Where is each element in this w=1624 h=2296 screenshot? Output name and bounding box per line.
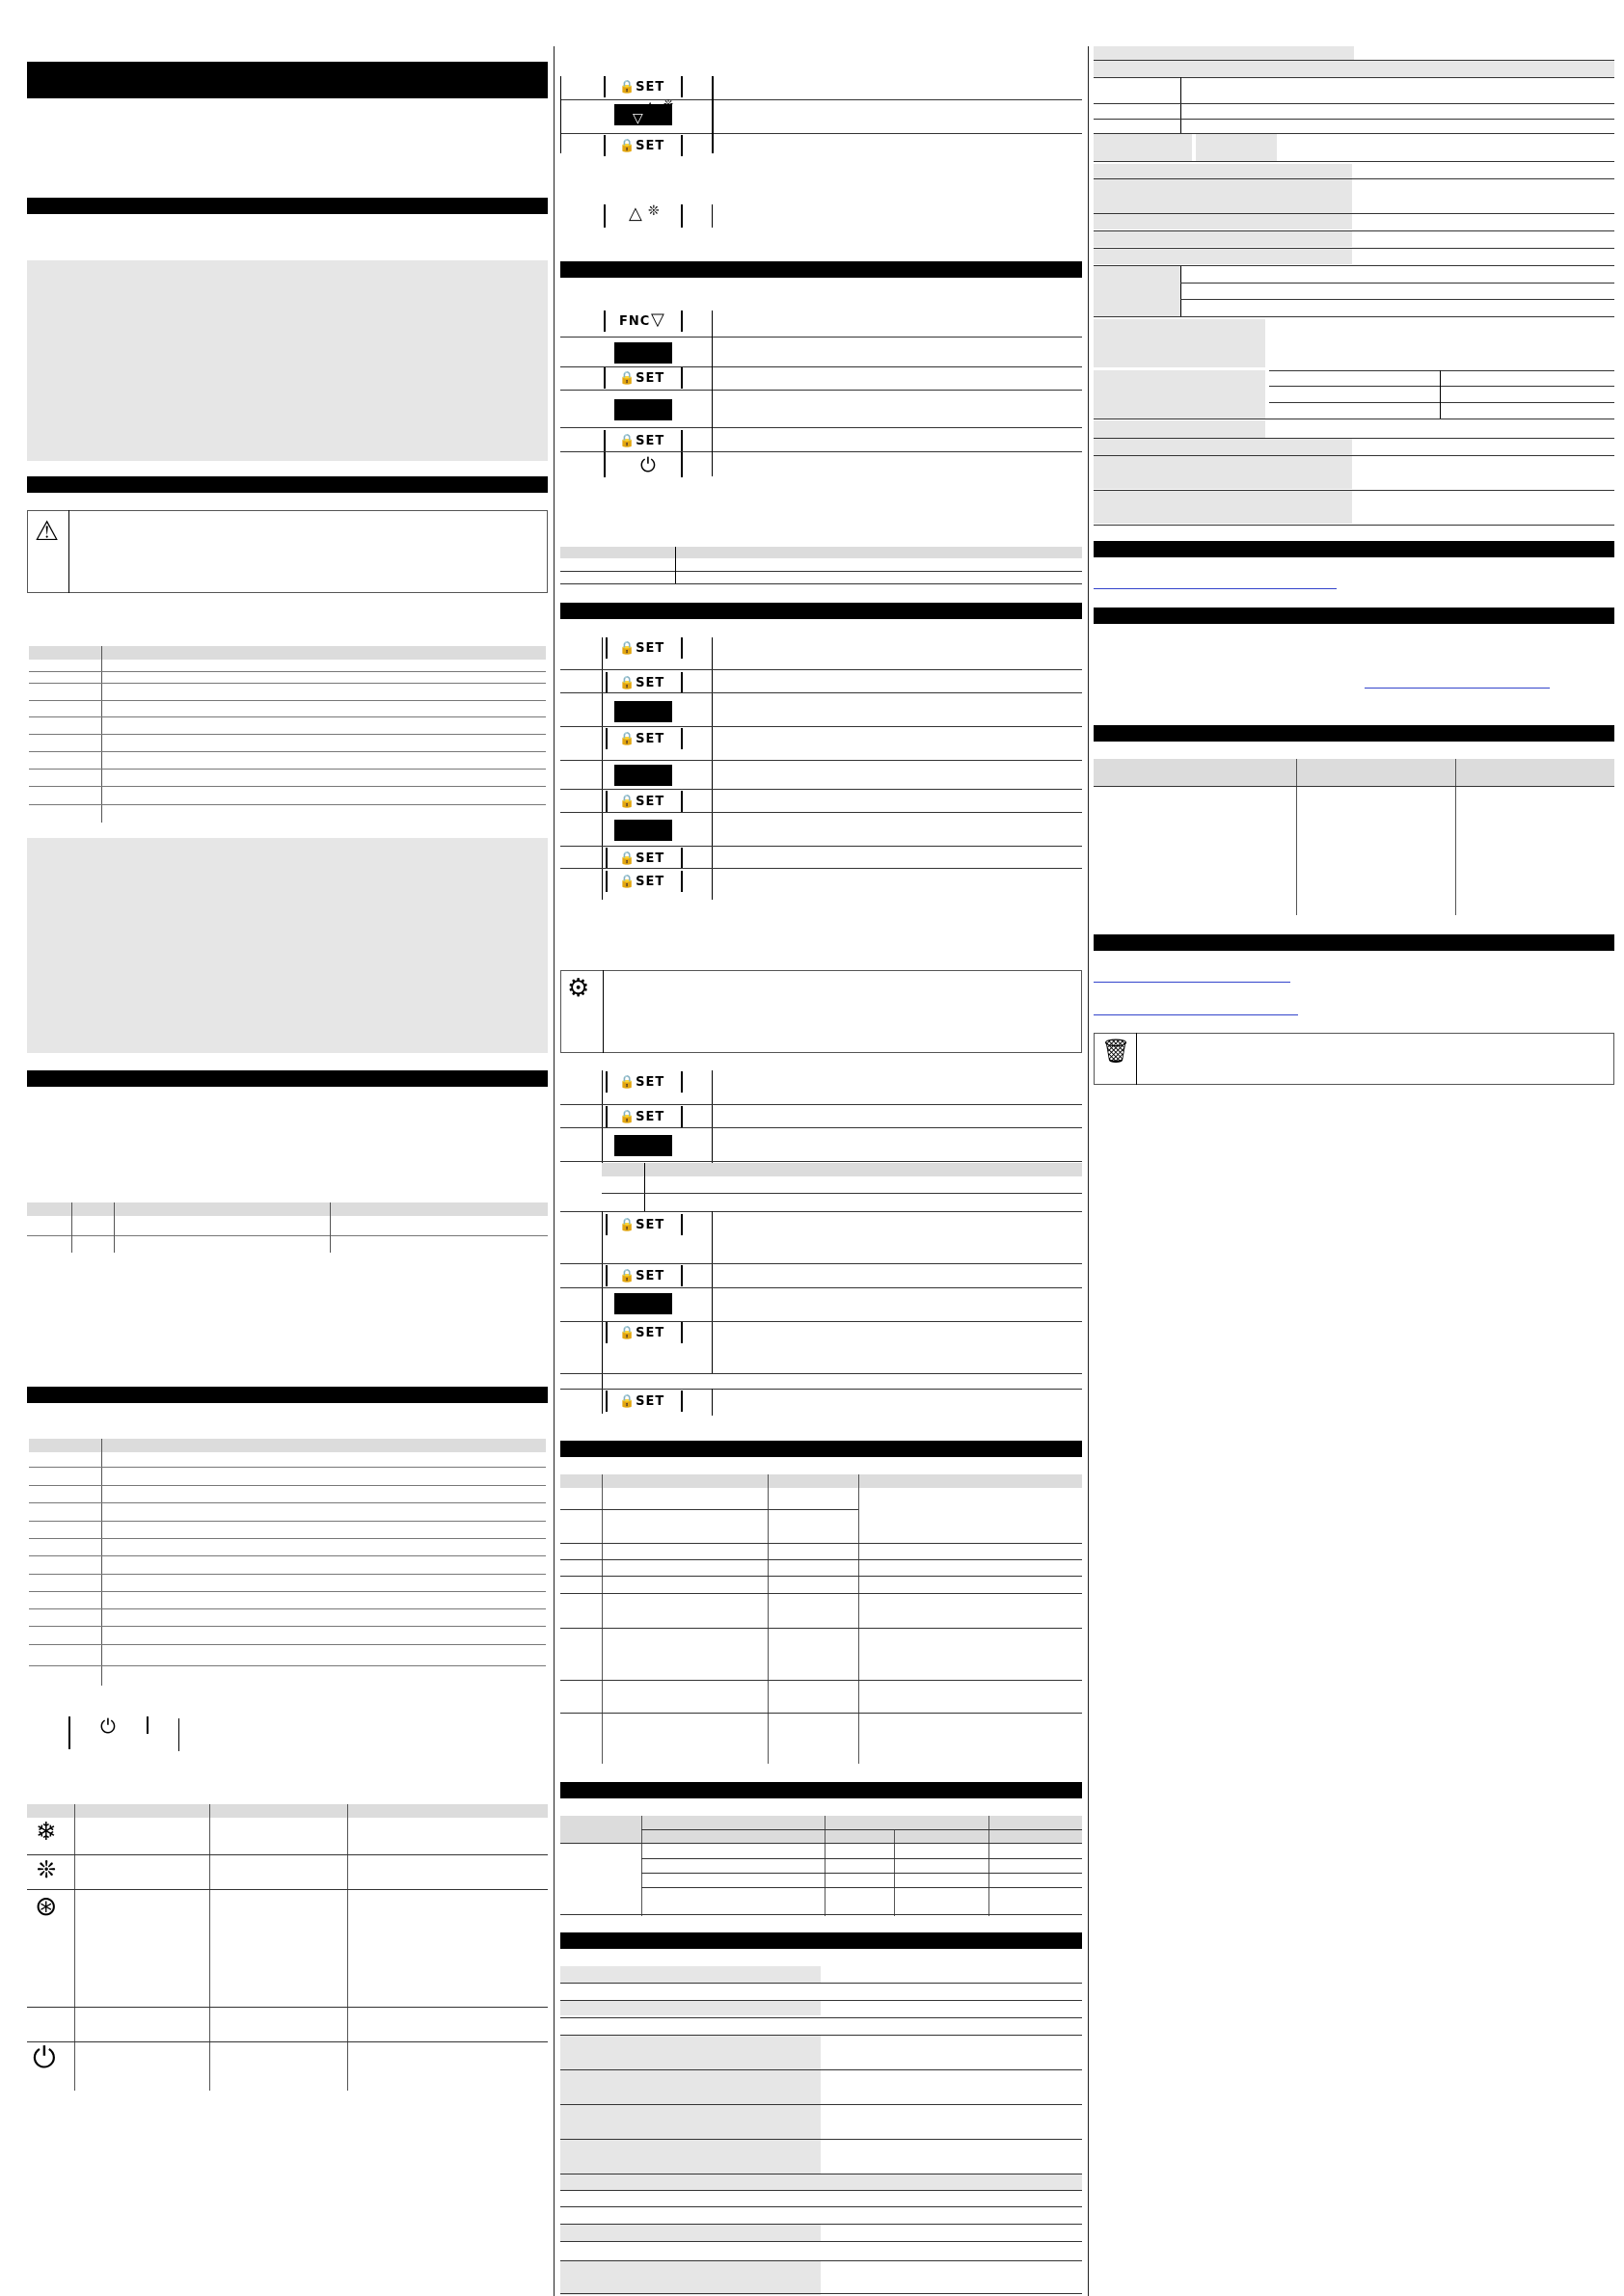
table-4-header <box>560 547 1082 558</box>
row-divider <box>560 1373 1082 1374</box>
table-4-row <box>560 571 1082 572</box>
info-panel-2 <box>27 838 548 1053</box>
alarm-table-col-divider <box>641 1816 642 1916</box>
set-key[interactable]: 🔒SET <box>619 1269 665 1283</box>
section-bar-3 <box>27 1070 548 1087</box>
table-2-row <box>27 1235 548 1236</box>
link-underline[interactable] <box>1365 688 1550 689</box>
key-frame-tail <box>178 1718 179 1751</box>
warning-box <box>27 510 548 593</box>
gears-icon: ⚙ <box>567 974 590 1003</box>
spec-cell <box>1094 439 1352 455</box>
spec-row <box>1094 77 1614 78</box>
icon-table-header <box>27 1804 548 1818</box>
table-5-col-divider <box>1296 759 1297 915</box>
section-bar-9 <box>560 1932 1082 1949</box>
table-3-col-divider <box>101 1439 102 1686</box>
down-arrow-icon[interactable]: ▽ <box>633 111 643 126</box>
set-key[interactable]: 🔒SET <box>619 795 665 809</box>
set-key[interactable]: 🔒SET <box>619 875 665 889</box>
frame-line <box>712 1211 713 1373</box>
param-table-row <box>560 1628 1082 1629</box>
down-arrow-icon[interactable]: ▽ <box>651 310 664 330</box>
icon-table-row <box>27 1889 548 1890</box>
section-bar-7 <box>560 1441 1082 1457</box>
power-icon: ⏻ <box>33 2041 56 2075</box>
power-icon[interactable]: ⏻ <box>100 1715 116 1738</box>
tech-row <box>560 2000 1082 2001</box>
spec-row <box>1094 525 1614 526</box>
up-arrow-icon[interactable]: △ <box>629 203 642 224</box>
table-2-header <box>27 1202 548 1216</box>
icon-table-col-divider <box>74 1804 75 2091</box>
spec-divider <box>1440 370 1441 419</box>
title-bar <box>27 62 548 98</box>
frame-line <box>712 1070 713 1165</box>
tech-row <box>560 2069 1082 2070</box>
tech-row <box>560 2224 1082 2225</box>
table-1-row <box>29 671 546 672</box>
spec-cell <box>1094 134 1192 161</box>
spec-span <box>1094 61 1614 77</box>
table-4-row <box>560 583 1082 584</box>
warning-icon: ⚠ <box>35 515 60 547</box>
spec-cell <box>1094 491 1352 524</box>
set-key[interactable]: 🔒SET <box>619 1394 665 1409</box>
spec-cell <box>1094 456 1352 489</box>
row-divider <box>560 760 1082 761</box>
table-2-col-divider <box>330 1202 331 1253</box>
table-1-row <box>29 716 546 717</box>
section-bar-6 <box>560 603 1082 619</box>
spec-cell <box>1094 266 1180 316</box>
icon-table-row <box>27 1854 548 1855</box>
row-divider <box>560 1211 1082 1212</box>
table-1-row <box>29 786 546 787</box>
alarm-table-col-divider <box>988 1816 989 1916</box>
defrost-icon: ❊ <box>648 203 660 219</box>
frame-line <box>712 204 713 228</box>
display-arrows <box>614 1135 672 1156</box>
row-divider <box>560 669 1082 670</box>
row-divider <box>560 427 1082 428</box>
table-3-row <box>29 1608 546 1609</box>
table-3-row <box>29 1591 546 1592</box>
section-bar-11 <box>1094 608 1614 624</box>
param-table-col-divider <box>858 1474 859 1764</box>
row-divider <box>560 1263 1082 1264</box>
param-table-row <box>560 1713 1082 1714</box>
tech-label-cell <box>560 2104 821 2139</box>
spec-row <box>1094 103 1614 104</box>
alarm-table-row <box>641 1887 1082 1888</box>
table-5-header <box>1094 759 1614 786</box>
param-table-col-divider <box>602 1474 603 1764</box>
table-3-row <box>29 1502 546 1503</box>
set-key[interactable]: 🔒SET <box>619 371 665 386</box>
alarm-table-col-divider <box>825 1816 826 1916</box>
display-arrows <box>614 765 672 786</box>
defrost-icon: ❊ <box>37 1856 57 1883</box>
set-key[interactable]: 🔒SET <box>619 1110 665 1124</box>
table-3-row <box>29 1538 546 1539</box>
info-panel-1 <box>27 260 548 461</box>
display-arrows <box>614 399 672 420</box>
row-divider <box>560 846 1082 847</box>
set-key[interactable]: 🔒SET <box>619 851 665 866</box>
spec-cell <box>1094 231 1352 247</box>
row-divider <box>560 1389 1082 1390</box>
nested-table-divider <box>644 1163 645 1211</box>
row-divider <box>560 99 1082 100</box>
table-3-row <box>29 1467 546 1468</box>
section-bar-1 <box>27 198 548 214</box>
spec-divider <box>1180 77 1181 133</box>
set-key[interactable]: 🔒SET <box>619 434 665 448</box>
section-bar-10 <box>1094 541 1614 557</box>
set-key[interactable]: 🔒SET <box>619 80 665 95</box>
param-table-header <box>560 1474 1082 1488</box>
frame-line <box>712 637 713 900</box>
table-3-row <box>29 1665 546 1666</box>
icon-table-row <box>27 2007 548 2008</box>
spec-row <box>1094 316 1614 317</box>
alarm-table-row <box>641 1858 1082 1859</box>
row-divider <box>560 1161 1082 1162</box>
row-divider <box>560 337 1082 338</box>
display-arrows <box>614 820 672 841</box>
set-key[interactable]: 🔒SET <box>619 641 665 656</box>
row-divider <box>560 726 1082 727</box>
param-table-row <box>560 1680 1082 1681</box>
settings-note-divider <box>603 970 604 1053</box>
tech-row <box>560 2206 1082 2207</box>
table-1-row <box>29 700 546 701</box>
spec-row <box>1094 119 1614 120</box>
tech-row <box>560 2104 1082 2105</box>
spec-row <box>1180 299 1614 300</box>
table-4-col-divider <box>675 547 676 583</box>
icon-table-col-divider <box>209 1804 210 2091</box>
table-5-col-divider <box>1455 759 1456 915</box>
up-arrow-icon[interactable]: △ <box>644 97 657 116</box>
alarm-table-row <box>560 1914 1082 1915</box>
row-divider <box>560 789 1082 790</box>
tech-span-cell <box>560 2174 1082 2190</box>
table-3-row <box>29 1626 546 1627</box>
frame-line <box>560 76 561 153</box>
tech-label-cell <box>560 2000 821 2015</box>
row-divider <box>560 133 1082 134</box>
table-1-row <box>29 683 546 684</box>
link-underline[interactable] <box>1094 1014 1298 1015</box>
spec-cell <box>1196 134 1277 161</box>
nested-table-row <box>602 1193 1082 1194</box>
table-3-row <box>29 1521 546 1522</box>
row-divider <box>560 692 1082 693</box>
frame-line <box>604 204 606 228</box>
spec-row <box>1269 402 1614 403</box>
spec-cell <box>1094 249 1352 264</box>
table-1-header <box>29 646 546 660</box>
frame-line <box>602 637 603 900</box>
set-key[interactable]: 🔒SET <box>619 676 665 690</box>
set-key[interactable]: 🔒SET <box>619 139 665 153</box>
frame-line <box>602 1211 603 1414</box>
disposal-box-divider <box>1136 1033 1137 1085</box>
alarm-table-row <box>641 1873 1082 1874</box>
alarm-table-row <box>560 1843 1082 1844</box>
spec-row <box>1094 161 1614 162</box>
set-key[interactable]: 🔒SET <box>619 732 665 746</box>
table-3-row <box>29 1574 546 1575</box>
tech-row <box>560 2035 1082 2036</box>
tech-row <box>560 2241 1082 2242</box>
table-3-row <box>29 1485 546 1486</box>
row-divider <box>560 812 1082 813</box>
spec-row <box>1180 283 1614 284</box>
param-table-row <box>560 1593 1082 1594</box>
tech-label-cell <box>560 2224 821 2241</box>
tech-label-cell <box>560 2069 821 2104</box>
spec-cell <box>1094 164 1352 178</box>
column-separator <box>554 46 555 2296</box>
settings-note-box <box>560 970 1082 1053</box>
section-bar-13 <box>1094 934 1614 951</box>
row-divider <box>560 868 1082 869</box>
spec-cell <box>1094 370 1265 419</box>
frame-line <box>712 76 714 153</box>
param-table-col-divider <box>768 1474 769 1764</box>
section-bar-2 <box>27 476 548 493</box>
fnc-key[interactable]: FNC <box>619 314 651 329</box>
row-divider <box>560 1104 1082 1105</box>
param-table-row <box>560 1543 1082 1544</box>
table-1-row <box>29 804 546 805</box>
section-bar-12 <box>1094 725 1614 742</box>
key-frame-left <box>68 1716 70 1749</box>
table-2-col-divider <box>114 1202 115 1253</box>
spec-divider <box>1180 266 1181 316</box>
frame-line <box>712 1389 713 1416</box>
spec-row <box>1269 386 1614 387</box>
link-underline[interactable] <box>1094 982 1290 983</box>
nested-table-header <box>602 1163 1082 1176</box>
set-key[interactable]: 🔒SET <box>619 1326 665 1340</box>
row-divider <box>560 1287 1082 1288</box>
tech-label-cell <box>560 1966 821 1983</box>
table-1-row <box>29 751 546 752</box>
alarm-table-row <box>641 1829 1082 1830</box>
tech-row <box>560 2293 1082 2294</box>
set-key[interactable]: 🔒SET <box>619 1218 665 1232</box>
spec-row <box>1269 370 1614 371</box>
param-table-row <box>560 1576 1082 1577</box>
tech-row <box>560 2260 1082 2261</box>
icon-table-col-divider <box>347 1804 348 2091</box>
power-icon[interactable]: ⏻ <box>640 453 656 476</box>
frame-line <box>712 311 713 476</box>
section-bar-5 <box>560 261 1082 278</box>
tech-row <box>560 2190 1082 2191</box>
bin-icon: 🗑 <box>1101 1038 1131 1065</box>
section-bar-8 <box>560 1782 1082 1798</box>
tech-label-cell <box>560 2260 821 2295</box>
spec-cell <box>1094 319 1265 367</box>
table-3-header <box>29 1439 546 1452</box>
key-frame-right <box>147 1716 149 1734</box>
display-arrows <box>614 342 672 364</box>
section-bar-4 <box>27 1387 548 1403</box>
table-1-row <box>29 769 546 770</box>
defrost-icon: ❊ <box>663 97 674 111</box>
icon-table-row <box>27 2041 548 2042</box>
snowflake-icon: ❄ <box>36 1818 57 1847</box>
tech-row <box>560 2139 1082 2140</box>
spec-cell <box>1094 179 1352 213</box>
display-arrows <box>614 1293 672 1314</box>
spec-cell <box>1094 214 1352 230</box>
spec-cell <box>1094 420 1265 438</box>
table-2-col-divider <box>71 1202 72 1253</box>
table-1-row <box>29 734 546 735</box>
display-arrows <box>614 701 672 722</box>
tech-row <box>560 1983 1082 1984</box>
row-divider <box>560 390 1082 391</box>
tech-row <box>560 2017 1082 2018</box>
tech-label-cell <box>560 2035 821 2069</box>
spec-cell <box>1094 46 1354 60</box>
set-key[interactable]: 🔒SET <box>619 1075 665 1090</box>
param-table-row <box>560 1559 1082 1560</box>
disposal-box <box>1094 1033 1614 1085</box>
warning-box-divider <box>68 510 69 593</box>
frame-line <box>681 204 683 228</box>
eco-icon: ⊛ <box>35 1890 58 1922</box>
table-3-row <box>29 1555 546 1556</box>
row-divider <box>560 1127 1082 1128</box>
table-3-row <box>29 1644 546 1645</box>
frame-line <box>602 1070 603 1165</box>
tech-label-cell <box>560 2139 821 2174</box>
param-table-row <box>560 1509 858 1510</box>
column-separator <box>1088 46 1089 2296</box>
table-5-row <box>1094 786 1614 787</box>
link-underline[interactable] <box>1094 588 1337 589</box>
